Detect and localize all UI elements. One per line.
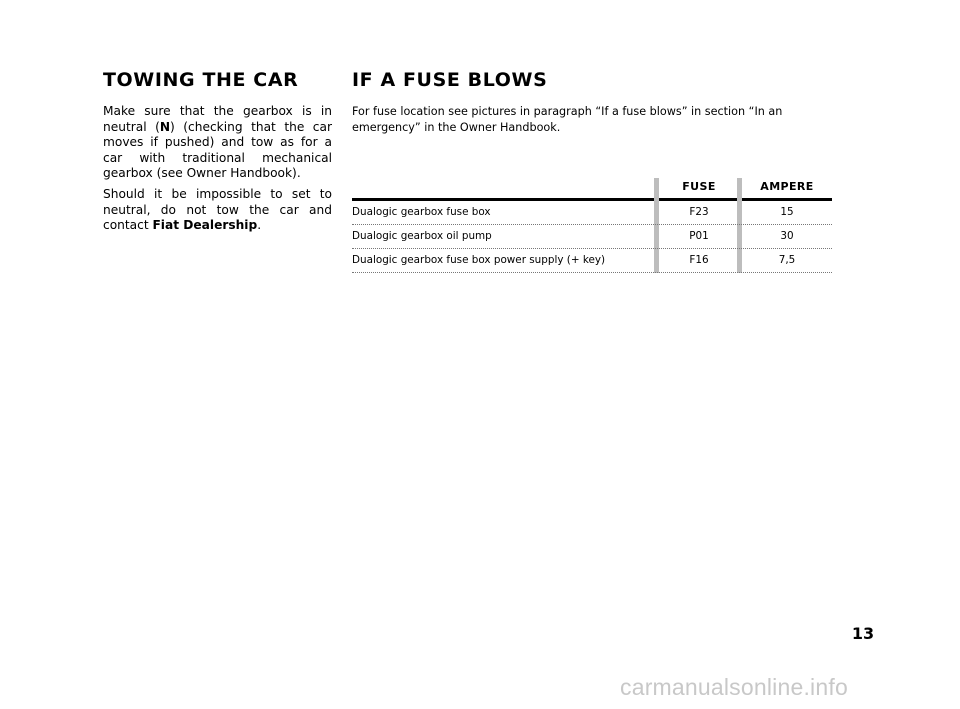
row-ampere: 15: [780, 206, 794, 218]
towing-p2-text-a: Should it be impossible to set to neutral, do not tow the car and contact: [103, 186, 332, 233]
towing-paragraph-1: [103, 104, 332, 182]
neutral-symbol: N: [159, 119, 171, 134]
header-fuse: FUSE: [682, 180, 716, 193]
fuse-title: IF A FUSE BLOWS: [352, 69, 548, 91]
row-name: Dualogic gearbox fuse box: [352, 206, 491, 218]
row-ampere: 7,5: [778, 254, 796, 266]
row-name: Dualogic gearbox oil pump: [352, 230, 492, 242]
towing-p2-text-b: .: [257, 218, 262, 233]
towing-p1-text-a: Make sure that the gearbox is in neutral (: [103, 104, 332, 134]
fiat-dealership: Fiat Dealership: [152, 218, 258, 233]
table-header: [352, 178, 832, 198]
row-fuse: F23: [689, 206, 709, 218]
fuse-section: [352, 66, 832, 135]
page-number: 13: [851, 624, 875, 643]
header-ampere: AMPERE: [760, 180, 814, 193]
towing-paragraph-2: [103, 187, 332, 234]
fuse-table: [352, 178, 832, 273]
towing-section: [103, 66, 332, 239]
watermark: carmanualsonline.info: [620, 674, 848, 700]
row-name: Dualogic gearbox fuse box power supply (+ key): [352, 254, 606, 266]
table-row: [352, 225, 832, 249]
fuse-intro: For fuse location see pictures in paragraph “If a fuse blows” in section “In an emergency” in the Owner Handbook.: [352, 105, 783, 134]
row-fuse: P01: [689, 230, 709, 242]
towing-title: TOWING THE CAR: [103, 69, 299, 91]
towing-p1-text-b: ) (checking that the car moves if pushed) and tow as for a car with traditional mechanical gearbox (see Owner Handbook).: [103, 119, 332, 181]
row-fuse: F16: [689, 254, 709, 266]
table-row: [352, 201, 832, 225]
row-ampere: 30: [780, 230, 794, 242]
table-row: [352, 249, 832, 273]
